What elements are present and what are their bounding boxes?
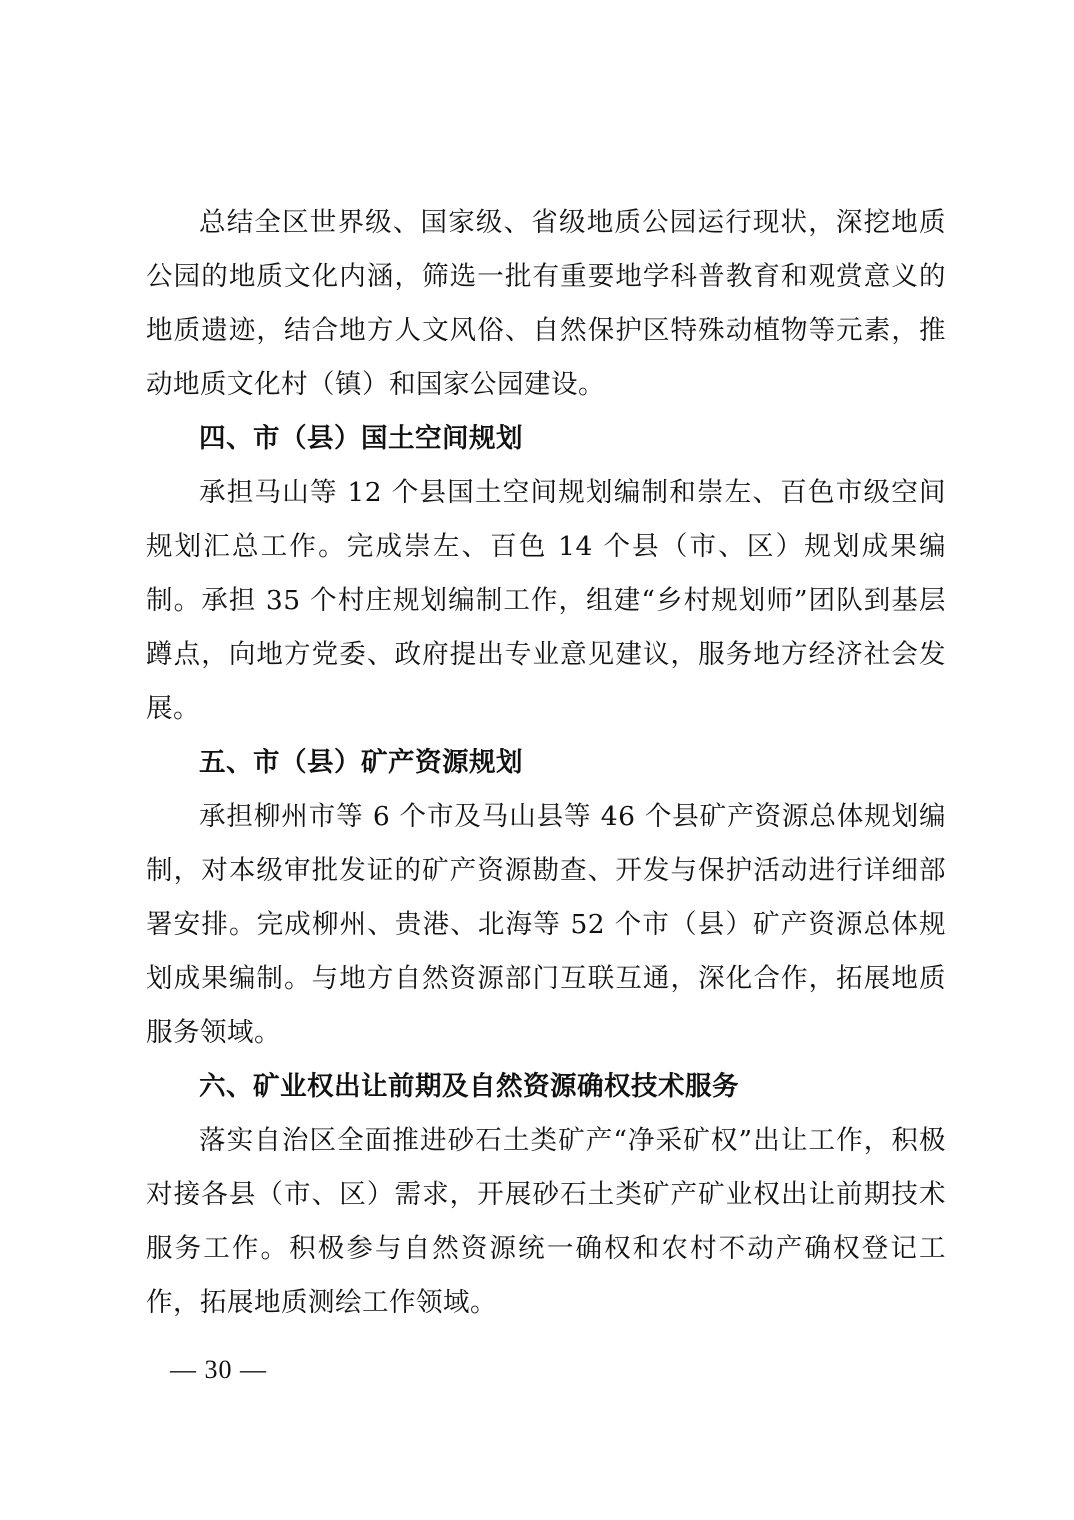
paragraph-mining-rights-services: 落实自治区全面推进砂石土类矿产“净采矿权”出让工作，积极对接各县（市、区）需求，开展砂石土类矿产矿业权出让前期技术服务工作。积极参与自然资源统一确权和农村不动产确权登记工作，拓展地质测绘工作领域。: [146, 1125, 946, 1318]
paragraph-geopark-summary: 总结全区世界级、国家级、省级地质公园运行现状，深挖地质公园的地质文化内涵，筛选一批有重要地学科普教育和观赏意义的地质遗迹，结合地方人文风俗、自然保护区特殊动植物等元素，推动地质文化村（镇）和国家公园建设。: [146, 207, 946, 400]
heading-section-5: 五、市（县）矿产资源规划: [199, 747, 523, 778]
page-number: — 30 —: [170, 1355, 267, 1384]
heading-section-4: 四、市（县）国土空间规划: [199, 423, 523, 454]
paragraph-mineral-resource-planning: 承担柳州市等 6 个市及马山县等 46 个县矿产资源总体规划编制，对本级审批发证的矿产资源勘查、开发与保护活动进行详细部署安排。完成柳州、贵港、北海等 52 个市（县）矿产资源总体规划成果编制。与地方自然资源部门互联互通，深化合作，拓展地质服务领域。: [146, 801, 946, 1048]
heading-section-6: 六、矿业权出让前期及自然资源确权技术服务: [199, 1071, 739, 1102]
paragraph-land-space-planning: 承担马山等 12 个县国土空间规划编制和崇左、百色市级空间规划汇总工作。完成崇左、百色 14 个县（市、区）规划成果编制。承担 35 个村庄规划编制工作，组建“乡村规划师”团队到基层蹲点，向地方党委、政府提出专业意见建议，服务地方经济社会发展。: [146, 477, 946, 724]
document-body: [146, 196, 946, 1330]
